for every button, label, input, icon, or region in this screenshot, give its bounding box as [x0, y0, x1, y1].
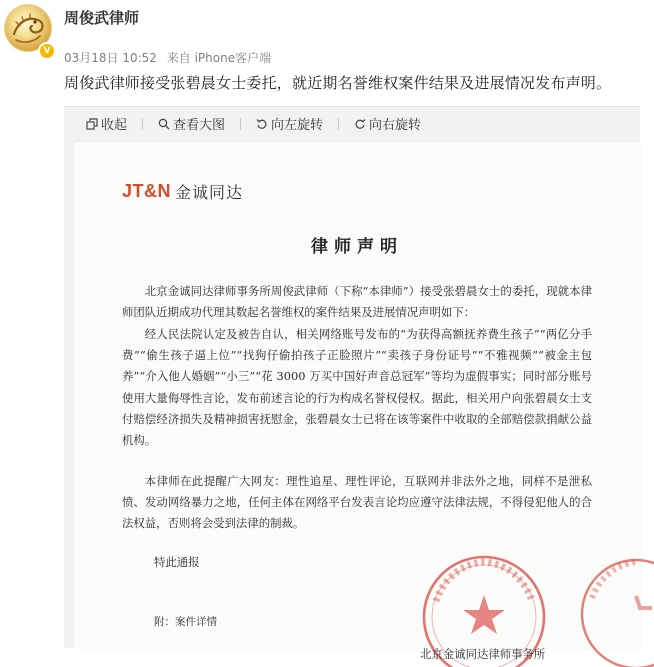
- document-title: 律师声明: [311, 237, 403, 257]
- post-header: [0, 0, 640, 110]
- rotate-right-button[interactable]: [354, 114, 421, 133]
- collapse-icon: [86, 118, 98, 130]
- logo-english: JT&N: [122, 181, 172, 201]
- rotate-right-icon: [354, 118, 366, 130]
- paragraph-findings: 经人民法院认定及被告自认，相关网络账号发布的“为获得高额抚养费生孩子”“两亿分手费”“偷生孩子逼上位”“找狗仔偷拍孩子正脸照片”“卖孩子身份证号”“不雅视频”“被金主包养”“介入他人婚姻”“小三”“花 3000 万买中国好声音总冠军”等均为虚假事实；同时部分账号使用大量侮辱性言论，发布前述言论的行为构成名誉权侵权。据此，相关用户向张碧晨女士支付赔偿经济损失及精神损害抚慰金，张碧晨女士已将在该等案件中收取的全部赔偿款捐献公益机构。: [122, 327, 592, 448]
- lawyer-seal-icon: [574, 550, 654, 660]
- firm-logo: [122, 180, 243, 203]
- toolbar-divider: [338, 118, 339, 130]
- logo-chinese: 金诚同达: [175, 183, 244, 202]
- verified-badge-icon: V: [38, 42, 56, 60]
- rotate-left-label: 向左旋转: [271, 118, 324, 133]
- post-text: 周俊武律师接受张碧晨女士委托，就近期名誉维权案件结果及进展情况发布声明。: [64, 74, 612, 92]
- view-large-label: 查看大图: [173, 118, 226, 133]
- rotate-left-button[interactable]: [256, 114, 323, 133]
- statement-document-image[interactable]: [74, 142, 640, 661]
- post-source: 来自 iPhone客户端: [166, 51, 272, 65]
- paragraph-reminder: 本律师在此提醒广大网友：理性追星、理性评论，互联网并非法外之地，同样不是泄私愤、发动网络暴力之地，任何主体在网络平台发表言论均应遵守法律法规，不得侵犯他人的合法权益，否则将会受到法律的制裁。: [122, 474, 592, 531]
- username[interactable]: 周俊武律师: [64, 9, 140, 27]
- collapse-label: 收起: [101, 118, 128, 133]
- collapse-button[interactable]: [86, 114, 127, 133]
- post-timestamp[interactable]: 03月18日 10:52: [64, 51, 157, 65]
- image-toolbar: [64, 107, 640, 140]
- firm-signature: 北京金诚同达律师事务所: [420, 647, 546, 661]
- attachment-note: 附：案件详情: [154, 616, 217, 628]
- toolbar-divider: [142, 118, 143, 130]
- rotate-right-label: 向右旋转: [369, 118, 422, 133]
- closing-text: 特此通报: [154, 555, 200, 569]
- post-meta: [64, 49, 277, 66]
- toolbar-divider: [240, 118, 241, 130]
- rotate-left-icon: [256, 118, 268, 130]
- view-large-button[interactable]: [158, 114, 225, 133]
- paragraph-intro: 北京金诚同达律师事务所周俊武律师（下称“本律师”）接受张碧晨女士的委托，现就本律师团队近期成功代理其数起名誉维权的案件结果及进展情况声明如下：: [122, 284, 592, 320]
- magnifier-icon: [158, 118, 170, 130]
- image-viewer: [64, 106, 640, 661]
